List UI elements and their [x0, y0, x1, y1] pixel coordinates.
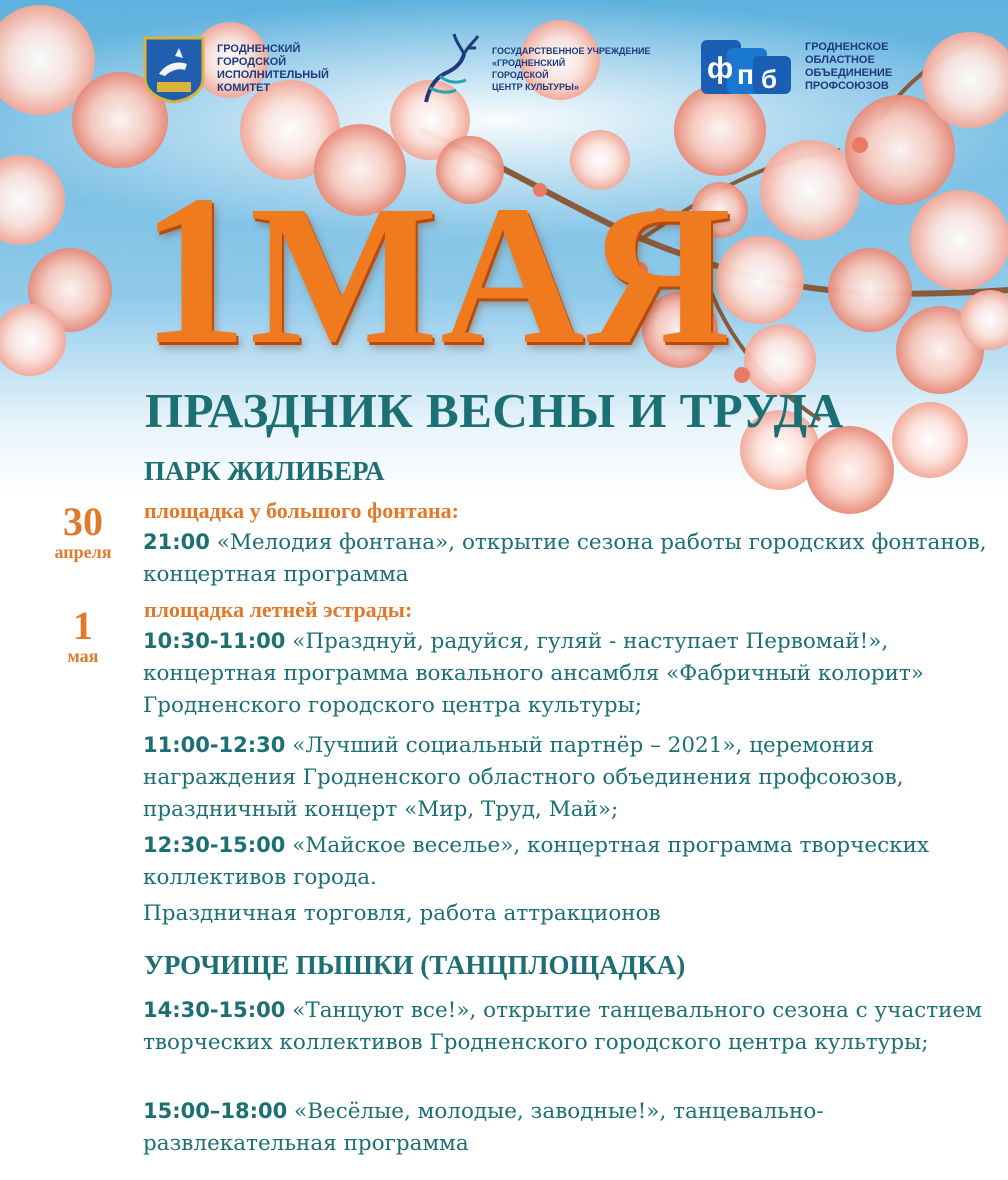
event-time: 11:00-12:30 [143, 733, 286, 757]
venue-park: ПАРК ЖИЛИБЕРА [144, 456, 385, 486]
event-text: «Танцуют все!», открытие танцевального сезона с участием творческих коллективов Гродненского городского центра культуры; [143, 998, 982, 1055]
date-day: 30 [63, 499, 103, 544]
event-time: 21:00 [143, 530, 210, 554]
stage-fountain: площадка у большого фонтана: [144, 498, 459, 523]
date-month: апреля [54, 542, 112, 562]
event-item [143, 1095, 993, 1160]
event-text: «Мелодия фонтана», открытие сезона работы городских фонтанов, концертная программа [143, 530, 987, 587]
logo-culture-center [416, 32, 650, 106]
trade-note-text: Праздничная торговля, работа аттракционов [143, 901, 661, 926]
event-item [143, 994, 993, 1059]
logo-trade-unions-text: ГРОДНЕНСКОЕ ОБЛАСТНОЕ ОБЪЕДИНЕНИЕ ПРОФСОЮЗОВ [805, 41, 893, 92]
fpb-icon [697, 34, 795, 100]
event-text: «Майское веселье», концертная программа творческих коллективов города. [143, 833, 930, 890]
gerb-icon [141, 34, 207, 104]
svg-text:ф: ф [707, 52, 734, 85]
date-may-1 [33, 603, 133, 666]
event-item [143, 625, 993, 722]
event-item [143, 526, 993, 591]
logo-gorispolkom-text: ГРОДНЕНСКИЙ ГОРОДСКОЙ ИСПОЛНИТЕЛЬНЫЙ КОМИТЕТ [217, 43, 329, 94]
subtitle: ПРАЗДНИК ВЕСНЫ И ТРУДА [145, 383, 844, 438]
event-time: 10:30-11:00 [143, 629, 286, 653]
svg-text:б: б [761, 64, 778, 94]
venue-pyshki: УРОЧИЩЕ ПЫШКИ (ТАНЦПЛОЩАДКА) [144, 950, 686, 980]
trade-note [143, 898, 993, 930]
event-time: 14:30-15:00 [143, 998, 286, 1022]
main-title-number: 1 [140, 150, 250, 389]
event-text: «Лучший социальный партнёр – 2021», церемония награждения Гродненского областного объединения профсоюзов, праздничный концерт «Мир, Труд, Май»; [143, 733, 904, 822]
deer-icon [416, 32, 484, 106]
main-title-word: МАЯ [249, 165, 734, 386]
event-item [143, 729, 993, 826]
date-day: 1 [73, 603, 93, 648]
logo-culture-center-text: ГОСУДАРСТВЕННОЕ УЧРЕЖДЕНИЕ «ГРОДНЕНСКИЙ ГОРОДСКОЙ ЦЕНТР КУЛЬТУРЫ» [492, 46, 651, 92]
date-month: мая [67, 646, 99, 666]
event-text: «Празднуй, радуйся, гуляй - наступает Первомай!», концертная программа вокального ансамбля «Фабричный колорит» Гродненского городского центра культуры; [143, 629, 924, 718]
stage-summer: площадка летней эстрады: [144, 597, 413, 622]
event-time: 15:00–18:00 [143, 1099, 288, 1123]
main-title [140, 150, 734, 389]
event-item [143, 829, 993, 894]
event-text: «Весёлые, молодые, заводные!», танцевально-развлекательная программа [143, 1099, 824, 1156]
event-time: 12:30-15:00 [143, 833, 286, 857]
logo-gorispolkom [141, 34, 329, 104]
date-april-30 [33, 499, 133, 562]
svg-text:п: п [737, 59, 754, 90]
logo-trade-unions [697, 34, 892, 100]
